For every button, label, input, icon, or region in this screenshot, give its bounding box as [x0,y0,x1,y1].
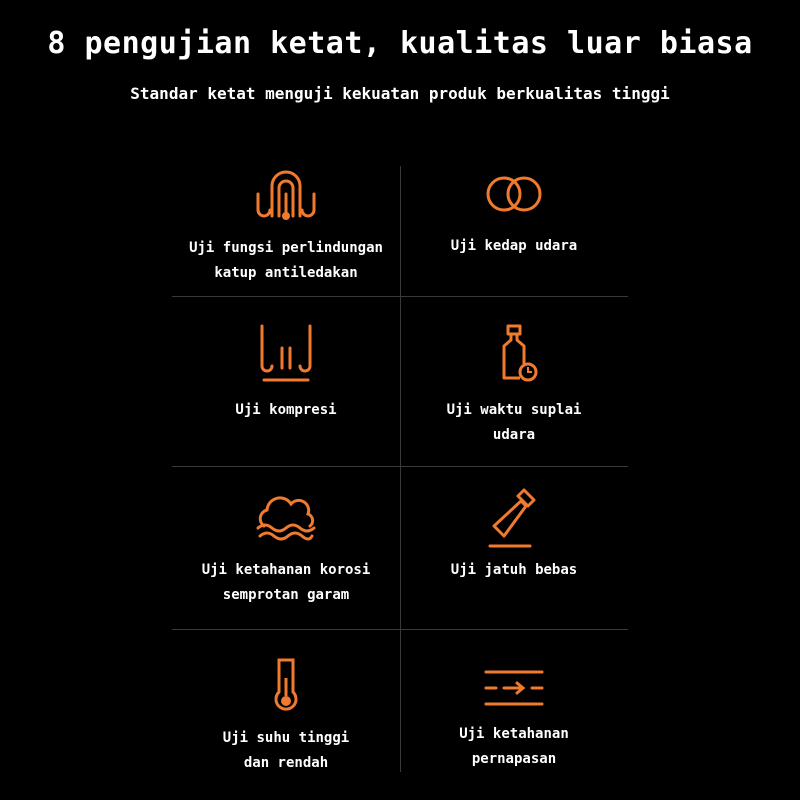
page-subtitle: Standar ketat menguji kekuatan produk berkualitas tinggi [130,84,670,103]
test-label: Uji ketahanan pernapasan [459,726,569,767]
test-label: Uji suhu tinggi dan rendah [222,730,350,771]
test-item-airtight [400,172,628,259]
grid-divider-horizontal [172,629,628,630]
test-label: Uji kompresi [235,402,337,418]
cylinder-clock-icon [482,324,546,382]
cloud-icon [254,492,318,542]
test-item-compression [172,324,400,423]
test-grid [172,166,628,772]
test-item-free-fall [400,484,628,583]
test-label: Uji jatuh bebas [450,562,578,578]
thermometer-icon [254,656,318,716]
test-label: Uji waktu suplai udara [446,402,582,443]
test-item-valve [172,166,400,286]
test-item-temperature [172,656,400,776]
test-item-salt-spray [172,492,400,608]
test-item-supply-time [400,324,628,448]
compression-icon [254,324,318,384]
test-label: Uji kedap udara [450,238,578,254]
airflow-icon [482,666,546,710]
grid-divider-horizontal [172,296,628,297]
grid-divider-horizontal [172,466,628,467]
test-label: Uji ketahanan korosi semprotan garam [201,562,371,603]
rings-icon [482,172,546,216]
falling-cylinder-icon [482,484,546,550]
page-title: 8 pengujian ketat, kualitas luar biasa [47,26,753,61]
test-item-breathing [400,666,628,772]
test-label: Uji fungsi perlindungan katup antiledakan [189,240,383,281]
valve-icon [254,166,318,222]
